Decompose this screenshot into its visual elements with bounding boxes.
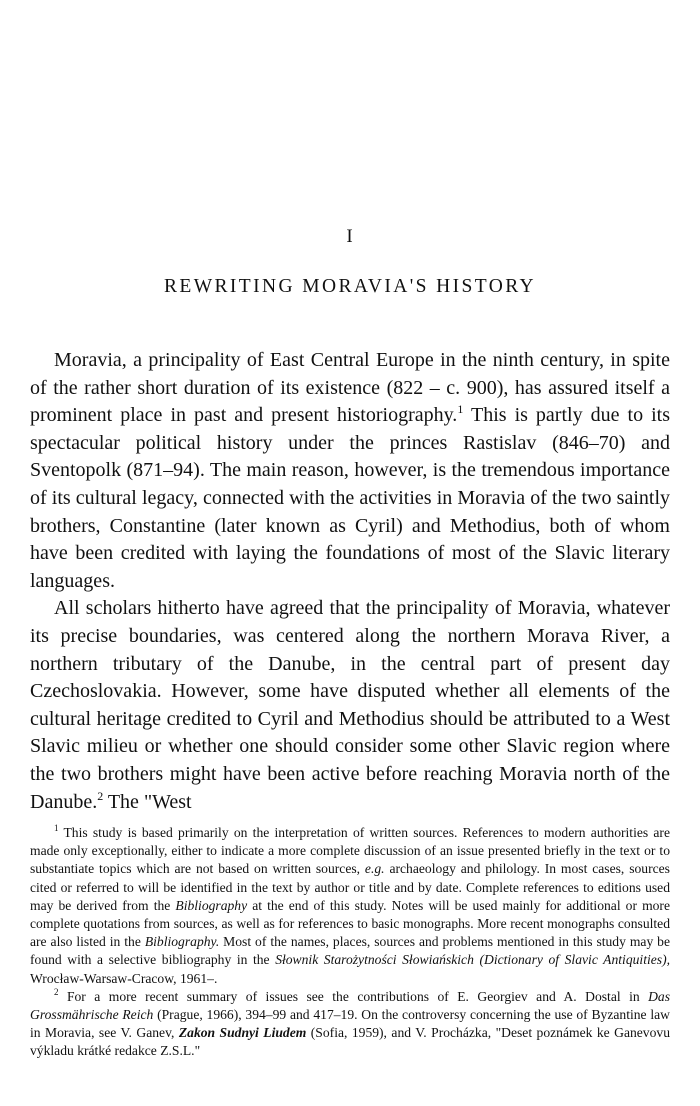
footnote-ref-1[interactable]: 1 xyxy=(457,402,464,417)
footnote-1-slownik-title: Słownik Starożytności Słowiańskich xyxy=(275,952,474,968)
chapter-number: I xyxy=(346,226,354,247)
paragraph-2-text: All scholars hitherto have agreed that the principality of Moravia, whatever its precise boundaries, was centered along the northern Morava River, a northern tributary of the Danube, in the central part of present day Czechoslovakia. However, some have disputed whether all elements of the cultural heritage credited to Cyril and Methodius should be attributed to a West Slavic milieu or whether one should consider some other Slavic region where the two brothers might have been active before reaching Moravia north of the Danube. xyxy=(30,597,670,813)
paragraph-1-text-continued: This is partly due to its spectacular political history under the princes Rastislav (846–70) and Sventopolk (871–94). The main reason, however, is the tremendous importance of its cultural legacy, connected with the activities in Moravia of the two saintly brothers, Constantine (later known as Cyril) and Methodius, both of whom have been credited with laying the foundations of most of the Slavic literary languages. xyxy=(30,404,670,592)
chapter-title: REWRITING MORAVIA'S HISTORY xyxy=(163,276,537,297)
footnote-1 xyxy=(30,824,670,988)
footnote-2-zakon-title: Zakon Sudnyi Liudem xyxy=(178,1025,307,1041)
footnote-1-bibliography-ref: Bibliography xyxy=(175,897,248,913)
book-page xyxy=(30,0,670,1106)
paragraph-2-text-continued: The "West xyxy=(107,790,192,813)
footnote-1-text-3: at the end of this study. Notes will be used mainly for additional or more complete quotations from sources, as well as for references to basic monographs. More recent monographs consulted are also listed in the xyxy=(30,897,670,950)
body-text xyxy=(30,347,670,816)
footnote-1-eg: e.g. xyxy=(364,861,385,877)
paragraph-1 xyxy=(30,347,670,595)
paragraph-2 xyxy=(30,595,670,816)
footnote-1-text-5: Wrocław-Warsaw-Cracow, 1961–. xyxy=(30,970,218,986)
footnote-1-bibliography-ref-2: Bibliography. xyxy=(144,934,220,950)
paragraph-1-text: Moravia, a principality of East Central Europe in the ninth century, in spite of the rather short duration of its existence (822 – c. 900), has assured itself a prominent place in past and present historiography. xyxy=(30,349,670,427)
footnote-2-reich-title: Das Grossmährische Reich xyxy=(30,988,671,1023)
footnote-2-mark: 2 xyxy=(54,986,59,997)
footnote-2-text-3: (Sofia, 1959), and V. Procházka, "Deset poznámek ke Ganevovu výkladu krátké redakce Z.S.L." xyxy=(30,1025,670,1059)
footnote-ref-2[interactable]: 2 xyxy=(97,788,104,803)
footnote-2-text-2: (Prague, 1966), 394–99 and 417–19. On the controversy concerning the use of Byzantine law in Moravia, see V. Ganev, xyxy=(30,1007,670,1041)
footnote-1-mark: 1 xyxy=(54,823,59,833)
footnote-1-text-4: Most of the names, places, sources and problems mentioned in this study may be found with a selective bibliography in the xyxy=(30,934,671,968)
footnote-1-dictionary-title: (Dictionary of Slavic Antiquities), xyxy=(479,952,671,968)
footnote-1-text: This study is based primarily on the interpretation of written sources. References to modern authorities are made only exceptionally, either to indicate a more complete discussion of an issue presented briefly in the text or to substantiate topics which are not based on written sources, xyxy=(30,825,670,877)
footnote-1-text-2: archaeology and philology. In most cases, sources cited or referred to will be identified in the text by author or title and by date. Complete references to editions used may be derived from the xyxy=(30,861,670,913)
footnote-2 xyxy=(30,988,670,1061)
footnote-2-text: For a more recent summary of issues see the contributions of E. Georgiev and A. Dostal in xyxy=(66,988,640,1004)
footnotes xyxy=(30,824,670,1061)
